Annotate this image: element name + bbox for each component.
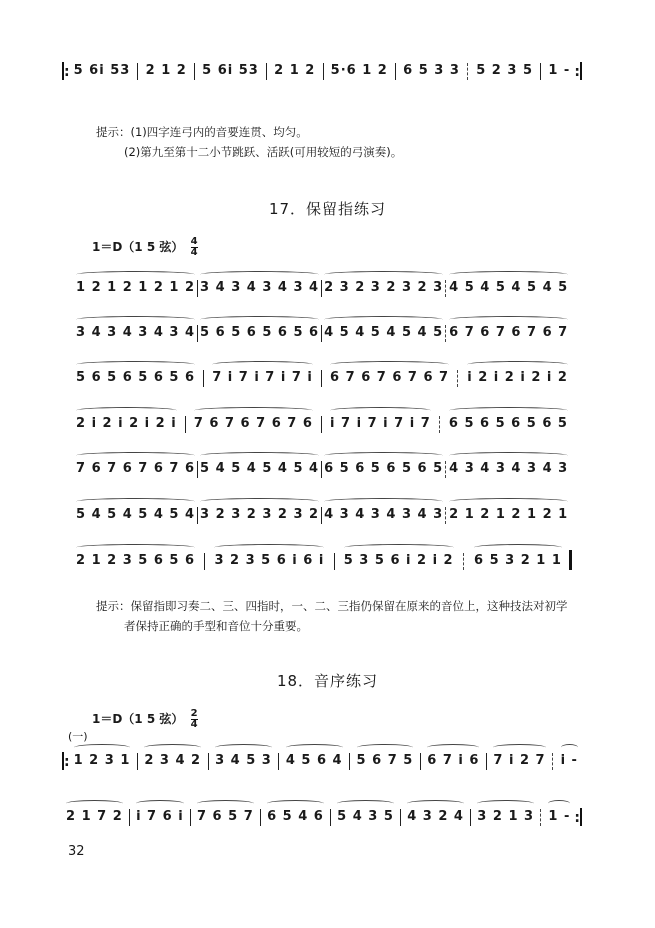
measure: 4 3 4 3 4 3 4 3 — [324, 507, 444, 522]
music-bars — [62, 809, 574, 826]
music-line — [72, 507, 572, 524]
measure: 5 6i 53 — [202, 63, 259, 78]
bar-line — [334, 553, 335, 570]
time-top: 2 — [190, 708, 198, 719]
measure: 2 1 7 2 — [66, 809, 123, 824]
bar-line — [400, 809, 401, 826]
music-bars — [72, 461, 572, 478]
bar-line — [470, 809, 471, 826]
measure: 6 7 6 7 6 7 6 7 — [330, 370, 450, 385]
measure: 3 4 5 3 — [215, 753, 272, 768]
repeat-end-sign: : — [574, 64, 580, 80]
bar-line — [467, 63, 469, 80]
bar-line — [321, 325, 322, 342]
measure: 5 6 5 6 5 6 5 6 — [200, 325, 320, 340]
measure: 1 2 3 1 — [73, 753, 131, 768]
measure: i 2 i 2 i 2 i 2 — [467, 370, 568, 385]
music-bars — [72, 325, 572, 342]
time-bottom: 4 — [190, 719, 198, 730]
bar-line — [185, 416, 186, 433]
measure: 5 6 5 6 5 6 5 6 — [76, 370, 196, 385]
repeat-start-sign: : — [64, 64, 70, 80]
bar-line — [321, 461, 322, 478]
bar-line — [463, 553, 465, 570]
bar-line — [323, 63, 324, 80]
bar-line — [203, 370, 204, 387]
measure: 4 5 4 5 4 5 4 5 — [324, 325, 444, 340]
measure: 6 5 6 5 6 5 6 5 — [448, 416, 568, 431]
measure: 3 2 3 2 3 2 3 2 — [200, 507, 320, 522]
measure: 6 7 6 7 6 7 6 7 — [449, 325, 569, 340]
bar-line — [278, 753, 279, 770]
bar-line — [197, 461, 198, 478]
measure: 1 2 1 2 1 2 1 2 — [76, 280, 196, 295]
key-label: 1＝D（1 5 弦） — [92, 240, 184, 254]
measure: 5 4 3 5 — [337, 809, 394, 824]
bar-line — [445, 507, 447, 524]
subsection-label: (一) — [68, 730, 88, 743]
tip-line: 提示：(1)四字连弓内的音要连贯、均匀。 — [96, 125, 308, 139]
measure: 6 7 i 6 — [427, 753, 480, 768]
time-signature — [191, 237, 198, 258]
measure: 6 5 3 3 — [403, 63, 460, 78]
music-line — [72, 325, 572, 342]
measure: 7 6 7 6 7 6 7 6 — [76, 461, 196, 476]
measure: 3 2 1 3 — [477, 809, 535, 824]
bar-line — [540, 809, 542, 826]
measure: 6 5 6 5 6 5 6 5 — [324, 461, 444, 476]
bar-line — [439, 416, 441, 433]
measure: 1 - — [548, 809, 571, 824]
repeat-end-sign: : — [574, 810, 580, 826]
section-title: 17．保留指练习 — [268, 200, 387, 218]
music-line — [72, 370, 572, 387]
measure: i 7 i 7 i 7 i 7 — [330, 416, 431, 431]
bar-line — [552, 753, 554, 770]
tip-line: (2)第九至第十二小节跳跃、活跃(可用较短的弓演奏)。 — [124, 145, 403, 159]
measure: 5 6 7 5 — [356, 753, 414, 768]
bar-line — [540, 63, 541, 80]
bar-line — [445, 461, 447, 478]
bar-line — [420, 753, 421, 770]
measure: 7 i 7 i 7 i 7 i — [212, 370, 313, 385]
measure: i - — [560, 753, 578, 768]
measure: 3 2 3 5 6 i 6 i — [214, 553, 325, 568]
section-title: 18．音序练习 — [276, 672, 379, 690]
music-line — [72, 461, 572, 478]
bar-line — [330, 809, 331, 826]
measure: 4 5 6 4 — [285, 753, 343, 768]
music-line — [72, 280, 572, 297]
tip-line: 提示：保留指即习奏二、三、四指时，一、二、三指仍保留在原来的音位上，这种技法对初学 — [96, 599, 568, 613]
bar-line — [349, 753, 350, 770]
measure: 5 3 5 6 i 2 i 2 — [343, 553, 454, 568]
bar-line — [137, 63, 138, 80]
measure: 6 5 3 2 1 1 — [474, 553, 562, 568]
measure: 5 6i 53 — [73, 63, 131, 78]
measure: 2 3 2 3 2 3 2 3 — [324, 280, 444, 295]
bar-line — [445, 280, 447, 297]
measure: 5 2 3 5 — [476, 63, 533, 78]
measure: 3 4 3 4 3 4 3 4 — [200, 280, 320, 295]
measure: 2 1 2 1 2 1 2 1 — [449, 507, 569, 522]
music-bars — [72, 280, 572, 297]
bar-line — [321, 416, 322, 433]
measure: 4 3 4 3 4 3 4 3 — [449, 461, 569, 476]
bar-line — [197, 280, 198, 297]
final-bar-line — [569, 550, 572, 570]
music-bars — [72, 416, 572, 433]
time-signature — [191, 709, 198, 730]
tip-line: 者保持正确的手型和音位十分重要。 — [124, 619, 308, 633]
music-bars — [72, 370, 572, 387]
bar-line — [204, 553, 205, 570]
music-bars — [70, 753, 582, 770]
bar-line — [321, 280, 322, 297]
music-line — [62, 752, 582, 770]
bar-line — [260, 809, 261, 826]
measure: 2 3 4 2 — [144, 753, 202, 768]
top-music-line — [62, 62, 582, 80]
measure: 5 4 5 4 5 4 5 4 — [200, 461, 320, 476]
bar-line — [190, 809, 191, 826]
key-label: 1＝D（1 5 弦） — [92, 712, 184, 726]
bar-line — [395, 63, 396, 80]
time-bottom: 4 — [190, 247, 198, 258]
key-signature — [92, 237, 198, 258]
bar-line — [129, 809, 130, 826]
bar-line — [321, 370, 322, 387]
measure: 4 5 4 5 4 5 4 5 — [449, 280, 569, 295]
bar-line — [197, 325, 198, 342]
measure: 7 6 7 6 7 6 7 6 — [193, 416, 313, 431]
bar-line — [457, 370, 459, 387]
bar-line — [194, 63, 195, 80]
measure: 3 4 3 4 3 4 3 4 — [76, 325, 196, 340]
bar-line — [321, 507, 322, 524]
bar-line — [197, 507, 198, 524]
repeat-start-sign: : — [64, 754, 70, 770]
measure: 2 1 2 — [145, 63, 187, 78]
bar-line — [266, 63, 267, 80]
measure: 7 i 2 7 — [493, 753, 546, 768]
measure: 6 5 4 6 — [267, 809, 324, 824]
measure: 2 i 2 i 2 i 2 i — [76, 416, 177, 431]
measure: i 7 6 i — [136, 809, 184, 824]
key-signature — [92, 709, 198, 730]
music-line — [72, 550, 572, 570]
music-bars — [70, 63, 575, 80]
music-bars — [72, 507, 572, 524]
music-line — [72, 416, 572, 433]
music-bars — [72, 553, 566, 570]
measure: 5 4 5 4 5 4 5 4 — [76, 507, 196, 522]
measure: 2 1 2 3 5 6 5 6 — [76, 553, 196, 568]
bar-line — [208, 753, 209, 770]
measure: 2 1 2 — [274, 63, 316, 78]
page-number: 32 — [68, 844, 85, 859]
music-line — [62, 808, 582, 826]
measure: 4 3 2 4 — [407, 809, 464, 824]
bar-line — [137, 753, 138, 770]
measure: 5·6 1 2 — [330, 63, 388, 78]
bar-line — [486, 753, 487, 770]
time-top: 4 — [190, 236, 198, 247]
measure: 7 6 5 7 — [196, 809, 254, 824]
bar-line — [445, 325, 447, 342]
measure: 1 - — [548, 63, 571, 78]
